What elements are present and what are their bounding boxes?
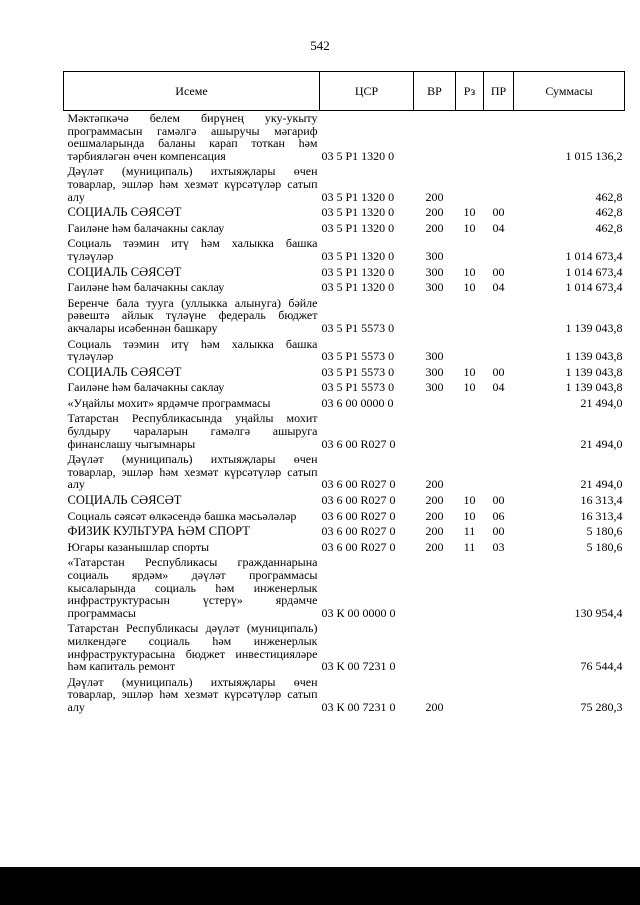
row-csr: 03 6 00 R027 0 [321,436,396,451]
row-sum: 76 544,4 [580,659,623,674]
row-csr: 03 6 00 0000 0 [321,395,394,410]
row-csr: 03 К 00 0000 0 [321,605,396,620]
row-rz: 11 [463,524,476,539]
table-row [64,524,625,540]
row-vr: 300 [425,248,444,263]
table-row [64,111,625,165]
row-pr [484,555,514,621]
header-vr: ВР [414,72,456,111]
row-vr: 200 [425,524,444,539]
row-pr [484,452,514,493]
row-sum: 1 014 673,4 [565,248,623,263]
row-rz: 10 [463,508,476,523]
row-sum: 5 180,6 [586,539,623,554]
page-number: 542 [310,38,330,53]
row-pr [484,396,514,412]
row-csr: 03 5 P1 1320 0 [321,220,395,235]
row-pr [484,296,514,337]
row-sum: 462,8 [595,220,623,235]
row-rz [456,452,484,493]
header-name: Исеме [64,72,320,111]
row-name: Дәүләт (муниципаль) ихтыяҗлары өчен товарлар, эшләр һәм хезмәт күрсәтүләр сатып алу [67,452,318,492]
row-vr: 200 [425,699,444,714]
row-sum: 21 494,0 [580,477,623,492]
row-rz [456,411,484,452]
row-csr: 03 6 00 R027 0 [321,477,396,492]
row-csr: 03 5 P1 1320 0 [321,248,395,263]
row-name: Социаль сәясәт өлкәсендә башка мәсьәләләр [67,508,297,523]
row-vr: 300 [425,280,444,295]
row-name: Гаиләне һәм балачакны саклау [67,380,225,395]
table-row [64,164,625,205]
row-csr: 03 5 P1 5573 0 [321,364,395,379]
table-row [64,675,625,716]
row-vr: 300 [425,364,444,379]
row-vr: 200 [425,539,444,554]
row-pr: 00 [492,264,505,279]
row-csr: 03 5 P1 5573 0 [321,380,395,395]
table-header [64,72,625,111]
table-row [64,493,625,509]
row-pr [484,337,514,365]
row-vr: 300 [425,349,444,364]
table-row [64,621,625,674]
row-pr: 00 [492,493,505,508]
row-pr: 04 [492,280,505,295]
row-csr: 03 К 00 7231 0 [321,699,396,714]
row-name: Социаль тәэмин итү һәм халыкка башка түләүләр [67,336,318,364]
row-csr: 03 6 00 R027 0 [321,493,396,508]
row-csr: 03 6 00 R027 0 [321,508,396,523]
row-csr: 03 5 P1 1320 0 [321,148,395,163]
row-name: СОЦИАЛЬ СӘЯСӘТ [67,205,182,220]
row-sum: 21 494,0 [580,395,623,410]
row-pr: 06 [492,508,505,523]
row-vr [414,555,456,621]
row-rz: 10 [463,493,476,508]
row-pr: 04 [492,220,505,235]
table-body [64,111,625,716]
table-row [64,555,625,621]
row-name: «Татарстан Республикасы гражданнарына социаль ярдәм» дәүләт программасы кысаларында социаль һәм инженерлык инфраструктурасын үстерү» ярдәмче программасы [67,555,318,620]
row-pr [484,236,514,264]
row-name: Социаль тәэмин итү һәм халыкка башка түләүләр [67,236,318,263]
row-pr: 03 [492,539,505,554]
row-vr: 200 [425,205,444,220]
row-vr [414,296,456,337]
row-sum: 1 139 043,8 [565,380,623,395]
row-rz [456,111,484,165]
row-name: Дәүләт (муниципаль) ихтыяҗлары өчен товарлар, эшләр һәм хезмәт күрсәтүләр сатып алу [67,164,318,204]
header-csr: ЦСР [320,72,414,111]
row-rz [456,164,484,205]
row-rz: 10 [463,220,476,235]
row-sum: 1 139 043,8 [565,320,623,335]
row-vr [414,621,456,674]
row-rz: 10 [463,280,476,295]
row-name: СОЦИАЛЬ СӘЯСӘТ [67,364,182,379]
table-row [64,509,625,525]
table-row [64,452,625,493]
row-rz [456,675,484,716]
row-rz [456,555,484,621]
row-rz [456,396,484,412]
row-sum: 1 015 136,2 [565,148,623,163]
row-rz [456,337,484,365]
row-name: Гаиләне һәм балачакны саклау [67,280,225,295]
row-name: Югары казанышлар спорты [67,539,210,554]
row-name: «Уңайлы мохит» ярдәмче программасы [67,395,271,410]
row-rz: 11 [463,539,476,554]
row-vr: 300 [425,380,444,395]
budget-table [63,71,625,716]
row-sum: 462,8 [595,205,623,220]
table-row [64,236,625,264]
row-sum: 16 313,4 [580,493,623,508]
table-row [64,411,625,452]
row-pr: 00 [492,364,505,379]
row-vr: 300 [425,264,444,279]
table-row [64,540,625,556]
table-row [64,296,625,337]
row-name: Беренче бала туугa (уллыкка алынуга) бәйле рәвештә айлык түләүне федераль бюджет акчалары исәбеннән башкару [67,295,318,335]
row-name: Гаиләне һәм балачакны саклау [67,220,225,235]
row-sum: 75 280,3 [580,699,623,714]
row-csr: 03 5 P1 1320 0 [321,264,395,279]
row-pr [484,621,514,674]
row-csr: 03 5 P1 1320 0 [321,280,395,295]
row-sum: 1 014 673,4 [565,280,623,295]
table-row [64,221,625,237]
row-sum: 1 139 043,8 [565,349,623,364]
header-pr: ПР [484,72,514,111]
row-rz [456,236,484,264]
row-rz: 10 [463,264,476,279]
row-name: Татарстан Республикасы дәүләт (муниципаль) милкендәге социаль һәм инженерлык инфраструктурасына бюджет инвестицияләре һәм капиталь ремонт [67,621,318,674]
row-rz: 10 [463,380,476,395]
row-rz: 10 [463,205,476,220]
row-csr: 03 5 P1 1320 0 [321,205,395,220]
row-vr [414,396,456,412]
row-vr [414,411,456,452]
row-name: ФИЗИК КУЛЬТУРА ҺӘМ СПОРТ [67,524,250,539]
row-sum: 462,8 [595,189,623,204]
row-csr: 03 5 P1 5573 0 [321,320,395,335]
row-pr [484,164,514,205]
row-name: СОЦИАЛЬ СӘЯСӘТ [67,264,182,279]
row-sum: 16 313,4 [580,508,623,523]
row-sum: 1 139 043,8 [565,364,623,379]
row-sum: 21 494,0 [580,436,623,451]
row-csr: 03 К 00 7231 0 [321,659,396,674]
row-vr: 200 [425,493,444,508]
row-pr: 00 [492,205,505,220]
row-pr: 00 [492,524,505,539]
row-vr [414,111,456,165]
row-sum: 130 954,4 [574,605,623,620]
row-vr: 200 [425,477,444,492]
row-pr [484,675,514,716]
row-rz [456,621,484,674]
row-name: Дәүләт (муниципаль) ихтыяҗлары өчен товарлар, эшләр һәм хезмәт күрсәтүләр сатып алу [67,674,318,714]
scan-bottom-edge [0,867,640,905]
row-sum: 5 180,6 [586,524,623,539]
row-name: Мәктәпкәчә белем бирүнең уку-укыту программасын гамәлгә ашыручы мәгариф оешмаларында баланы карап тоткан һәм тәрбияләгән өчен компенсация [67,111,318,163]
table-row [64,365,625,381]
row-csr: 03 5 P1 5573 0 [321,349,395,364]
row-name: Татарстан Республикасында уңайлы мохит булдыру чараларын гамәлгә ашыруга финанслашу чыгымнары [67,411,318,451]
table-row [64,396,625,412]
row-sum: 1 014 673,4 [565,264,623,279]
table-row [64,205,625,221]
table-row [64,265,625,281]
header-sum: Суммасы [514,72,625,111]
row-csr: 03 6 00 R027 0 [321,524,396,539]
row-pr: 04 [492,380,505,395]
row-vr: 200 [425,220,444,235]
header-rz: Рз [456,72,484,111]
row-pr [484,411,514,452]
table-row [64,380,625,396]
row-vr: 200 [425,508,444,523]
row-rz: 10 [463,364,476,379]
row-csr: 03 5 P1 1320 0 [321,189,395,204]
row-vr: 200 [425,189,444,204]
row-rz [456,296,484,337]
table-row [64,280,625,296]
row-csr: 03 6 00 R027 0 [321,539,396,554]
row-pr [484,111,514,165]
table-row [64,337,625,365]
row-name: СОЦИАЛЬ СӘЯСӘТ [67,493,182,508]
